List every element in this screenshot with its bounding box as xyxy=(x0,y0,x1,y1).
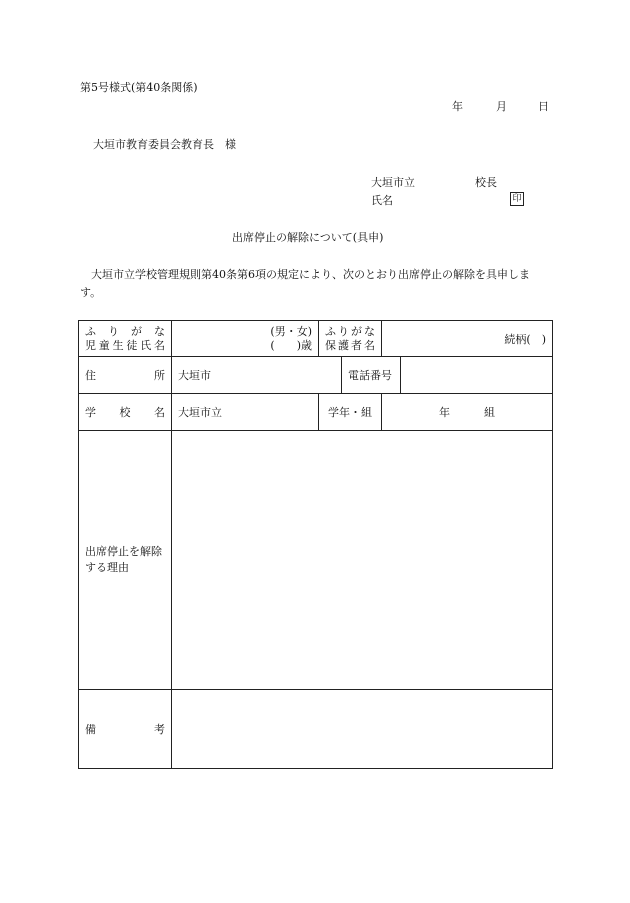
student-name-field[interactable] xyxy=(172,321,319,357)
school-value: 大垣市立 xyxy=(178,406,222,419)
table-row xyxy=(79,357,553,394)
phone-field[interactable] xyxy=(401,357,553,394)
phone-label: 電話番号 xyxy=(342,357,401,394)
date-month: 月 xyxy=(496,100,507,113)
reason-field[interactable] xyxy=(172,431,553,690)
date-year: 年 xyxy=(452,100,463,113)
date-day: 日 xyxy=(538,100,549,113)
gender-choice[interactable]: (男・女) xyxy=(270,324,312,338)
table-row xyxy=(79,394,553,431)
school-field[interactable] xyxy=(172,394,319,431)
remarks-label: 備 考 xyxy=(79,690,172,769)
age-field[interactable]: ( )歳 xyxy=(270,338,312,352)
document-body: 大垣市立学校管理規則第40条第6項の規定により、次のとおり出席停止の解除を具申します。 xyxy=(80,268,530,299)
grade-class-field[interactable] xyxy=(382,394,553,431)
principal-role: 校長 xyxy=(475,176,497,189)
address-field[interactable] xyxy=(172,357,342,394)
seal-stamp: 印 xyxy=(510,192,524,206)
grade-class-label: 学年・組 xyxy=(319,394,382,431)
address-value: 大垣市 xyxy=(178,369,211,382)
reason-label: 出席停止を解除 する理由 xyxy=(79,431,172,690)
addressee: 大垣市教育委員会教育長 様 xyxy=(93,138,236,151)
guardian-furigana-label: ふ り が な xyxy=(325,324,375,338)
student-furigana-label: ふ り が な xyxy=(85,324,165,338)
principal-school-prefix: 大垣市立 xyxy=(371,176,415,189)
guardian-name-label-cell xyxy=(319,321,382,357)
remarks-field[interactable] xyxy=(172,690,553,769)
guardian-name-field[interactable] xyxy=(382,321,553,357)
relationship-field[interactable]: 続柄( ) xyxy=(504,332,546,346)
document-title: 出席停止の解除について(具申) xyxy=(232,231,384,244)
principal-block xyxy=(371,176,497,212)
principal-name-label: 氏名 xyxy=(371,194,393,207)
table-row xyxy=(79,321,553,357)
student-name-label-cell xyxy=(79,321,172,357)
date-line xyxy=(452,100,549,113)
address-label: 住 所 xyxy=(79,357,172,394)
table-row xyxy=(79,431,553,690)
school-label: 学 校 名 xyxy=(79,394,172,431)
guardian-name-label: 保 護 者 名 xyxy=(325,338,375,352)
grade-unit: 年 xyxy=(439,406,450,419)
form-number: 第5号様式(第40条関係) xyxy=(80,81,198,94)
class-unit: 組 xyxy=(484,406,495,419)
application-form-table xyxy=(78,320,553,769)
table-row xyxy=(79,690,553,769)
student-name-label: 児 童 生 徒 氏 名 xyxy=(85,338,165,352)
